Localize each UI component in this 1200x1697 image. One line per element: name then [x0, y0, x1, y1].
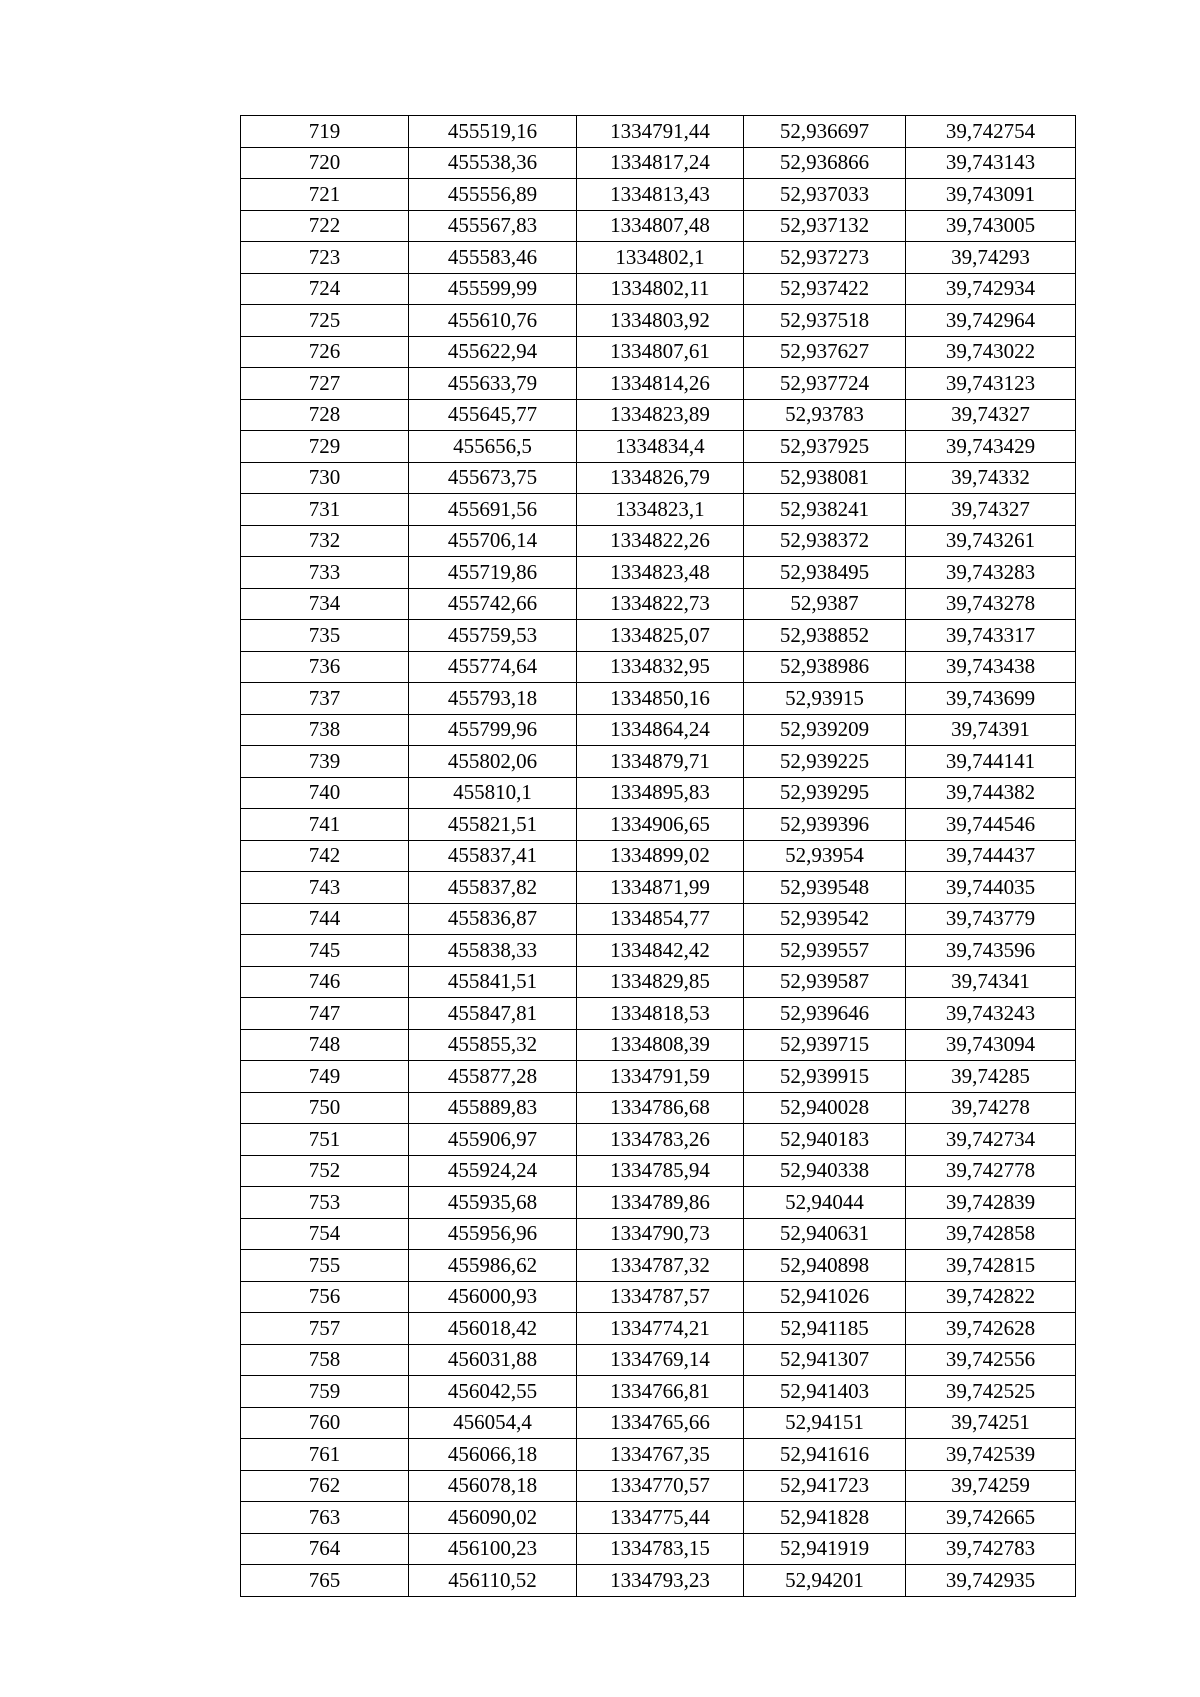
longitude-cell: 39,74341 [906, 966, 1076, 998]
table-row [241, 746, 1076, 778]
point-number-cell: 739 [241, 746, 409, 778]
longitude-cell: 39,742964 [906, 305, 1076, 337]
table-row [241, 336, 1076, 368]
y-coordinate-cell: 1334823,89 [577, 399, 744, 431]
x-coordinate-cell: 456000,93 [409, 1281, 577, 1313]
longitude-cell: 39,74259 [906, 1470, 1076, 1502]
point-number-cell: 736 [241, 651, 409, 683]
longitude-cell: 39,742858 [906, 1218, 1076, 1250]
longitude-cell: 39,743596 [906, 935, 1076, 967]
point-number-cell: 741 [241, 809, 409, 841]
point-number-cell: 719 [241, 116, 409, 148]
x-coordinate-cell: 455906,97 [409, 1124, 577, 1156]
x-coordinate-cell: 455841,51 [409, 966, 577, 998]
y-coordinate-cell: 1334802,1 [577, 242, 744, 274]
table-row [241, 494, 1076, 526]
table-row [241, 557, 1076, 589]
y-coordinate-cell: 1334807,48 [577, 210, 744, 242]
table-row [241, 1187, 1076, 1219]
x-coordinate-cell: 456031,88 [409, 1344, 577, 1376]
y-coordinate-cell: 1334808,39 [577, 1029, 744, 1061]
latitude-cell: 52,937724 [744, 368, 906, 400]
latitude-cell: 52,940898 [744, 1250, 906, 1282]
y-coordinate-cell: 1334829,85 [577, 966, 744, 998]
longitude-cell: 39,742815 [906, 1250, 1076, 1282]
point-number-cell: 731 [241, 494, 409, 526]
y-coordinate-cell: 1334786,68 [577, 1092, 744, 1124]
y-coordinate-cell: 1334774,21 [577, 1313, 744, 1345]
y-coordinate-cell: 1334767,35 [577, 1439, 744, 1471]
longitude-cell: 39,742935 [906, 1565, 1076, 1597]
table-row [241, 368, 1076, 400]
longitude-cell: 39,742754 [906, 116, 1076, 148]
x-coordinate-cell: 455622,94 [409, 336, 577, 368]
table-row [241, 1092, 1076, 1124]
longitude-cell: 39,743261 [906, 525, 1076, 557]
table-row [241, 147, 1076, 179]
longitude-cell: 39,744141 [906, 746, 1076, 778]
longitude-cell: 39,743429 [906, 431, 1076, 463]
y-coordinate-cell: 1334899,02 [577, 840, 744, 872]
y-coordinate-cell: 1334822,26 [577, 525, 744, 557]
point-number-cell: 756 [241, 1281, 409, 1313]
x-coordinate-cell: 456042,55 [409, 1376, 577, 1408]
longitude-cell: 39,744382 [906, 777, 1076, 809]
point-number-cell: 758 [241, 1344, 409, 1376]
latitude-cell: 52,938081 [744, 462, 906, 494]
longitude-cell: 39,743243 [906, 998, 1076, 1030]
x-coordinate-cell: 455759,53 [409, 620, 577, 652]
table-row [241, 1313, 1076, 1345]
y-coordinate-cell: 1334790,73 [577, 1218, 744, 1250]
longitude-cell: 39,743699 [906, 683, 1076, 715]
x-coordinate-cell: 455935,68 [409, 1187, 577, 1219]
point-number-cell: 742 [241, 840, 409, 872]
latitude-cell: 52,939396 [744, 809, 906, 841]
y-coordinate-cell: 1334895,83 [577, 777, 744, 809]
point-number-cell: 726 [241, 336, 409, 368]
table-row [241, 935, 1076, 967]
table-row [241, 179, 1076, 211]
longitude-cell: 39,74251 [906, 1407, 1076, 1439]
latitude-cell: 52,937518 [744, 305, 906, 337]
y-coordinate-cell: 1334791,44 [577, 116, 744, 148]
y-coordinate-cell: 1334825,07 [577, 620, 744, 652]
y-coordinate-cell: 1334775,44 [577, 1502, 744, 1534]
point-number-cell: 745 [241, 935, 409, 967]
table-row [241, 809, 1076, 841]
x-coordinate-cell: 455610,76 [409, 305, 577, 337]
latitude-cell: 52,937422 [744, 273, 906, 305]
latitude-cell: 52,939715 [744, 1029, 906, 1061]
point-number-cell: 751 [241, 1124, 409, 1156]
table-row [241, 1533, 1076, 1565]
x-coordinate-cell: 455719,86 [409, 557, 577, 589]
point-number-cell: 747 [241, 998, 409, 1030]
latitude-cell: 52,93783 [744, 399, 906, 431]
table-row [241, 872, 1076, 904]
latitude-cell: 52,940631 [744, 1218, 906, 1250]
longitude-cell: 39,742665 [906, 1502, 1076, 1534]
longitude-cell: 39,743779 [906, 903, 1076, 935]
y-coordinate-cell: 1334807,61 [577, 336, 744, 368]
y-coordinate-cell: 1334802,11 [577, 273, 744, 305]
x-coordinate-cell: 455774,64 [409, 651, 577, 683]
longitude-cell: 39,744546 [906, 809, 1076, 841]
point-number-cell: 764 [241, 1533, 409, 1565]
longitude-cell: 39,743283 [906, 557, 1076, 589]
latitude-cell: 52,941026 [744, 1281, 906, 1313]
x-coordinate-cell: 456078,18 [409, 1470, 577, 1502]
latitude-cell: 52,938495 [744, 557, 906, 589]
longitude-cell: 39,74391 [906, 714, 1076, 746]
longitude-cell: 39,742778 [906, 1155, 1076, 1187]
y-coordinate-cell: 1334783,26 [577, 1124, 744, 1156]
latitude-cell: 52,938372 [744, 525, 906, 557]
x-coordinate-cell: 456100,23 [409, 1533, 577, 1565]
table-row [241, 1565, 1076, 1597]
point-number-cell: 752 [241, 1155, 409, 1187]
longitude-cell: 39,743123 [906, 368, 1076, 400]
y-coordinate-cell: 1334793,23 [577, 1565, 744, 1597]
longitude-cell: 39,742525 [906, 1376, 1076, 1408]
y-coordinate-cell: 1334766,81 [577, 1376, 744, 1408]
point-number-cell: 749 [241, 1061, 409, 1093]
x-coordinate-cell: 455877,28 [409, 1061, 577, 1093]
table-row [241, 525, 1076, 557]
point-number-cell: 721 [241, 179, 409, 211]
x-coordinate-cell: 456110,52 [409, 1565, 577, 1597]
point-number-cell: 738 [241, 714, 409, 746]
y-coordinate-cell: 1334823,1 [577, 494, 744, 526]
latitude-cell: 52,9387 [744, 588, 906, 620]
latitude-cell: 52,941828 [744, 1502, 906, 1534]
longitude-cell: 39,74327 [906, 494, 1076, 526]
y-coordinate-cell: 1334813,43 [577, 179, 744, 211]
table-row [241, 588, 1076, 620]
table-row [241, 1344, 1076, 1376]
longitude-cell: 39,74327 [906, 399, 1076, 431]
x-coordinate-cell: 455538,36 [409, 147, 577, 179]
y-coordinate-cell: 1334817,24 [577, 147, 744, 179]
table-row [241, 1124, 1076, 1156]
longitude-cell: 39,74285 [906, 1061, 1076, 1093]
longitude-cell: 39,743143 [906, 147, 1076, 179]
coordinates-table-body [241, 116, 1076, 1597]
longitude-cell: 39,743438 [906, 651, 1076, 683]
x-coordinate-cell: 455821,51 [409, 809, 577, 841]
table-row [241, 1502, 1076, 1534]
point-number-cell: 720 [241, 147, 409, 179]
latitude-cell: 52,939557 [744, 935, 906, 967]
y-coordinate-cell: 1334791,59 [577, 1061, 744, 1093]
x-coordinate-cell: 455691,56 [409, 494, 577, 526]
table-row [241, 998, 1076, 1030]
table-row [241, 966, 1076, 998]
x-coordinate-cell: 456090,02 [409, 1502, 577, 1534]
point-number-cell: 754 [241, 1218, 409, 1250]
latitude-cell: 52,94201 [744, 1565, 906, 1597]
table-row [241, 399, 1076, 431]
latitude-cell: 52,940338 [744, 1155, 906, 1187]
table-row [241, 777, 1076, 809]
point-number-cell: 761 [241, 1439, 409, 1471]
x-coordinate-cell: 455799,96 [409, 714, 577, 746]
point-number-cell: 728 [241, 399, 409, 431]
table-row [241, 1376, 1076, 1408]
longitude-cell: 39,742783 [906, 1533, 1076, 1565]
longitude-cell: 39,742556 [906, 1344, 1076, 1376]
latitude-cell: 52,936697 [744, 116, 906, 148]
y-coordinate-cell: 1334879,71 [577, 746, 744, 778]
y-coordinate-cell: 1334770,57 [577, 1470, 744, 1502]
longitude-cell: 39,74332 [906, 462, 1076, 494]
y-coordinate-cell: 1334864,24 [577, 714, 744, 746]
table-row [241, 1155, 1076, 1187]
table-row [241, 1250, 1076, 1282]
point-number-cell: 763 [241, 1502, 409, 1534]
x-coordinate-cell: 455836,87 [409, 903, 577, 935]
coordinates-table [240, 115, 1076, 1597]
y-coordinate-cell: 1334787,32 [577, 1250, 744, 1282]
x-coordinate-cell: 456018,42 [409, 1313, 577, 1345]
point-number-cell: 723 [241, 242, 409, 274]
latitude-cell: 52,938241 [744, 494, 906, 526]
x-coordinate-cell: 455556,89 [409, 179, 577, 211]
x-coordinate-cell: 455889,83 [409, 1092, 577, 1124]
latitude-cell: 52,94151 [744, 1407, 906, 1439]
table-row [241, 273, 1076, 305]
longitude-cell: 39,743094 [906, 1029, 1076, 1061]
table-row [241, 620, 1076, 652]
y-coordinate-cell: 1334906,65 [577, 809, 744, 841]
table-row [241, 840, 1076, 872]
latitude-cell: 52,940028 [744, 1092, 906, 1124]
longitude-cell: 39,742734 [906, 1124, 1076, 1156]
x-coordinate-cell: 455583,46 [409, 242, 577, 274]
x-coordinate-cell: 455742,66 [409, 588, 577, 620]
x-coordinate-cell: 455956,96 [409, 1218, 577, 1250]
x-coordinate-cell: 455837,82 [409, 872, 577, 904]
x-coordinate-cell: 455837,41 [409, 840, 577, 872]
latitude-cell: 52,937273 [744, 242, 906, 274]
table-row [241, 210, 1076, 242]
point-number-cell: 759 [241, 1376, 409, 1408]
y-coordinate-cell: 1334814,26 [577, 368, 744, 400]
table-row [241, 116, 1076, 148]
point-number-cell: 735 [241, 620, 409, 652]
x-coordinate-cell: 455855,32 [409, 1029, 577, 1061]
point-number-cell: 722 [241, 210, 409, 242]
longitude-cell: 39,742839 [906, 1187, 1076, 1219]
table-row [241, 1470, 1076, 1502]
y-coordinate-cell: 1334769,14 [577, 1344, 744, 1376]
y-coordinate-cell: 1334822,73 [577, 588, 744, 620]
table-row [241, 1407, 1076, 1439]
latitude-cell: 52,937132 [744, 210, 906, 242]
x-coordinate-cell: 455793,18 [409, 683, 577, 715]
table-row [241, 1218, 1076, 1250]
latitude-cell: 52,939548 [744, 872, 906, 904]
point-number-cell: 727 [241, 368, 409, 400]
y-coordinate-cell: 1334818,53 [577, 998, 744, 1030]
latitude-cell: 52,941403 [744, 1376, 906, 1408]
x-coordinate-cell: 455706,14 [409, 525, 577, 557]
point-number-cell: 744 [241, 903, 409, 935]
latitude-cell: 52,937925 [744, 431, 906, 463]
latitude-cell: 52,939295 [744, 777, 906, 809]
x-coordinate-cell: 455810,1 [409, 777, 577, 809]
point-number-cell: 734 [241, 588, 409, 620]
latitude-cell: 52,936866 [744, 147, 906, 179]
x-coordinate-cell: 455673,75 [409, 462, 577, 494]
y-coordinate-cell: 1334850,16 [577, 683, 744, 715]
x-coordinate-cell: 455567,83 [409, 210, 577, 242]
x-coordinate-cell: 456066,18 [409, 1439, 577, 1471]
latitude-cell: 52,939646 [744, 998, 906, 1030]
x-coordinate-cell: 455802,06 [409, 746, 577, 778]
y-coordinate-cell: 1334834,4 [577, 431, 744, 463]
latitude-cell: 52,939209 [744, 714, 906, 746]
point-number-cell: 740 [241, 777, 409, 809]
latitude-cell: 52,941723 [744, 1470, 906, 1502]
latitude-cell: 52,94044 [744, 1187, 906, 1219]
point-number-cell: 755 [241, 1250, 409, 1282]
point-number-cell: 748 [241, 1029, 409, 1061]
latitude-cell: 52,937627 [744, 336, 906, 368]
latitude-cell: 52,937033 [744, 179, 906, 211]
x-coordinate-cell: 455847,81 [409, 998, 577, 1030]
point-number-cell: 743 [241, 872, 409, 904]
latitude-cell: 52,941185 [744, 1313, 906, 1345]
latitude-cell: 52,938852 [744, 620, 906, 652]
longitude-cell: 39,74293 [906, 242, 1076, 274]
y-coordinate-cell: 1334854,77 [577, 903, 744, 935]
x-coordinate-cell: 455986,62 [409, 1250, 577, 1282]
point-number-cell: 757 [241, 1313, 409, 1345]
longitude-cell: 39,743317 [906, 620, 1076, 652]
point-number-cell: 750 [241, 1092, 409, 1124]
table-row [241, 462, 1076, 494]
x-coordinate-cell: 455519,16 [409, 116, 577, 148]
point-number-cell: 729 [241, 431, 409, 463]
point-number-cell: 746 [241, 966, 409, 998]
longitude-cell: 39,742934 [906, 273, 1076, 305]
point-number-cell: 724 [241, 273, 409, 305]
latitude-cell: 52,941616 [744, 1439, 906, 1471]
point-number-cell: 732 [241, 525, 409, 557]
x-coordinate-cell: 455838,33 [409, 935, 577, 967]
y-coordinate-cell: 1334871,99 [577, 872, 744, 904]
table-row [241, 1439, 1076, 1471]
point-number-cell: 725 [241, 305, 409, 337]
table-row [241, 1281, 1076, 1313]
y-coordinate-cell: 1334783,15 [577, 1533, 744, 1565]
table-row [241, 242, 1076, 274]
table-row [241, 305, 1076, 337]
table-row [241, 903, 1076, 935]
longitude-cell: 39,743022 [906, 336, 1076, 368]
y-coordinate-cell: 1334826,79 [577, 462, 744, 494]
table-row [241, 1029, 1076, 1061]
longitude-cell: 39,742628 [906, 1313, 1076, 1345]
latitude-cell: 52,940183 [744, 1124, 906, 1156]
point-number-cell: 737 [241, 683, 409, 715]
latitude-cell: 52,941307 [744, 1344, 906, 1376]
point-number-cell: 730 [241, 462, 409, 494]
latitude-cell: 52,939587 [744, 966, 906, 998]
x-coordinate-cell: 455599,99 [409, 273, 577, 305]
point-number-cell: 762 [241, 1470, 409, 1502]
x-coordinate-cell: 455645,77 [409, 399, 577, 431]
longitude-cell: 39,742539 [906, 1439, 1076, 1471]
y-coordinate-cell: 1334789,86 [577, 1187, 744, 1219]
longitude-cell: 39,744437 [906, 840, 1076, 872]
table-row [241, 1061, 1076, 1093]
y-coordinate-cell: 1334803,92 [577, 305, 744, 337]
latitude-cell: 52,939542 [744, 903, 906, 935]
latitude-cell: 52,93954 [744, 840, 906, 872]
longitude-cell: 39,744035 [906, 872, 1076, 904]
table-row [241, 683, 1076, 715]
table-row [241, 714, 1076, 746]
latitude-cell: 52,939225 [744, 746, 906, 778]
x-coordinate-cell: 455924,24 [409, 1155, 577, 1187]
latitude-cell: 52,939915 [744, 1061, 906, 1093]
point-number-cell: 765 [241, 1565, 409, 1597]
longitude-cell: 39,74278 [906, 1092, 1076, 1124]
point-number-cell: 760 [241, 1407, 409, 1439]
longitude-cell: 39,743091 [906, 179, 1076, 211]
y-coordinate-cell: 1334842,42 [577, 935, 744, 967]
longitude-cell: 39,742822 [906, 1281, 1076, 1313]
point-number-cell: 733 [241, 557, 409, 589]
x-coordinate-cell: 456054,4 [409, 1407, 577, 1439]
longitude-cell: 39,743278 [906, 588, 1076, 620]
latitude-cell: 52,941919 [744, 1533, 906, 1565]
x-coordinate-cell: 455633,79 [409, 368, 577, 400]
table-row [241, 651, 1076, 683]
longitude-cell: 39,743005 [906, 210, 1076, 242]
point-number-cell: 753 [241, 1187, 409, 1219]
y-coordinate-cell: 1334785,94 [577, 1155, 744, 1187]
x-coordinate-cell: 455656,5 [409, 431, 577, 463]
y-coordinate-cell: 1334787,57 [577, 1281, 744, 1313]
table-row [241, 431, 1076, 463]
latitude-cell: 52,93915 [744, 683, 906, 715]
y-coordinate-cell: 1334765,66 [577, 1407, 744, 1439]
y-coordinate-cell: 1334832,95 [577, 651, 744, 683]
y-coordinate-cell: 1334823,48 [577, 557, 744, 589]
latitude-cell: 52,938986 [744, 651, 906, 683]
